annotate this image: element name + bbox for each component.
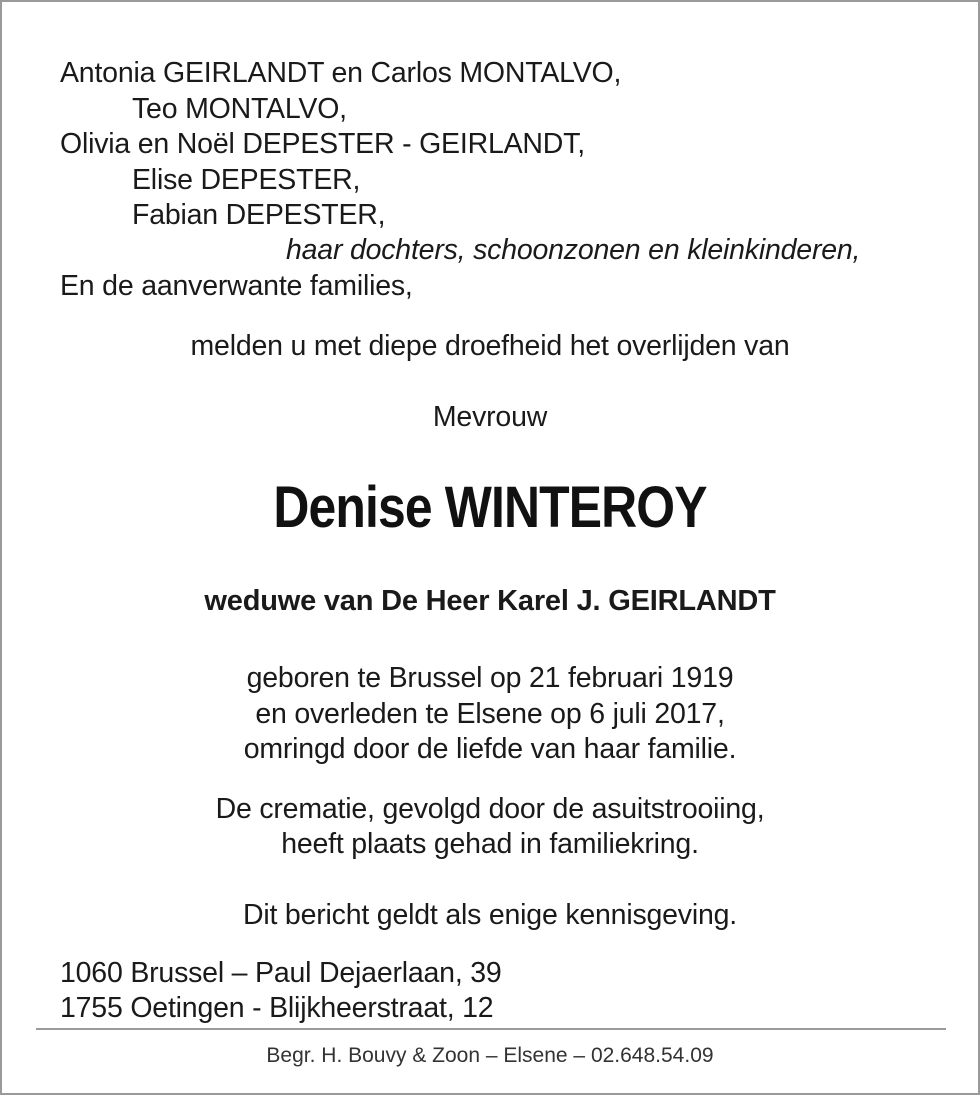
honorific: Mevrouw: [432, 401, 548, 433]
family-relation: haar dochters, schoonzonen en kleinkinderen,: [286, 234, 861, 266]
deceased-name: Denise WINTEROY: [273, 475, 707, 540]
family-line-5: Fabian DEPESTER,: [132, 199, 386, 231]
ceremony-line-2: heeft plaats gehad in familiekring.: [281, 828, 699, 860]
family-line-4: Elise DEPESTER,: [132, 164, 361, 196]
widow-of: weduwe van De Heer Karel J. GEIRLANDT: [204, 585, 776, 617]
death-line: en overleden te Elsene op 6 juli 2017,: [255, 698, 725, 730]
notice-text: Dit bericht geldt als enige kennisgeving.: [242, 899, 737, 931]
ceremony-line-1: De crematie, gevolgd door de asuitstrooiing,: [215, 793, 765, 825]
family-line-1: Antonia GEIRLANDT en Carlos MONTALVO,: [60, 57, 622, 89]
address-line-1: 1060 Brussel – Paul Dejaerlaan, 39: [60, 957, 502, 989]
address-line-2: 1755 Oetingen - Blijkheerstraat, 12: [60, 992, 494, 1024]
family-line-3: Olivia en Noël DEPESTER - GEIRLANDT,: [60, 128, 585, 160]
family-line-2: Teo MONTALVO,: [132, 93, 347, 125]
funeral-director-footer: Begr. H. Bouvy & Zoon – Elsene – 02.648.54.09: [266, 1044, 714, 1067]
surrounded-line: omringd door de liefde van haar familie.: [243, 733, 737, 765]
footer-divider: [36, 1028, 946, 1030]
family-line-7: En de aanverwante families,: [60, 270, 413, 302]
announcement-text: melden u met diepe droefheid het overlijden van: [190, 330, 790, 362]
birth-line: geboren te Brussel op 21 februari 1919: [246, 662, 734, 694]
